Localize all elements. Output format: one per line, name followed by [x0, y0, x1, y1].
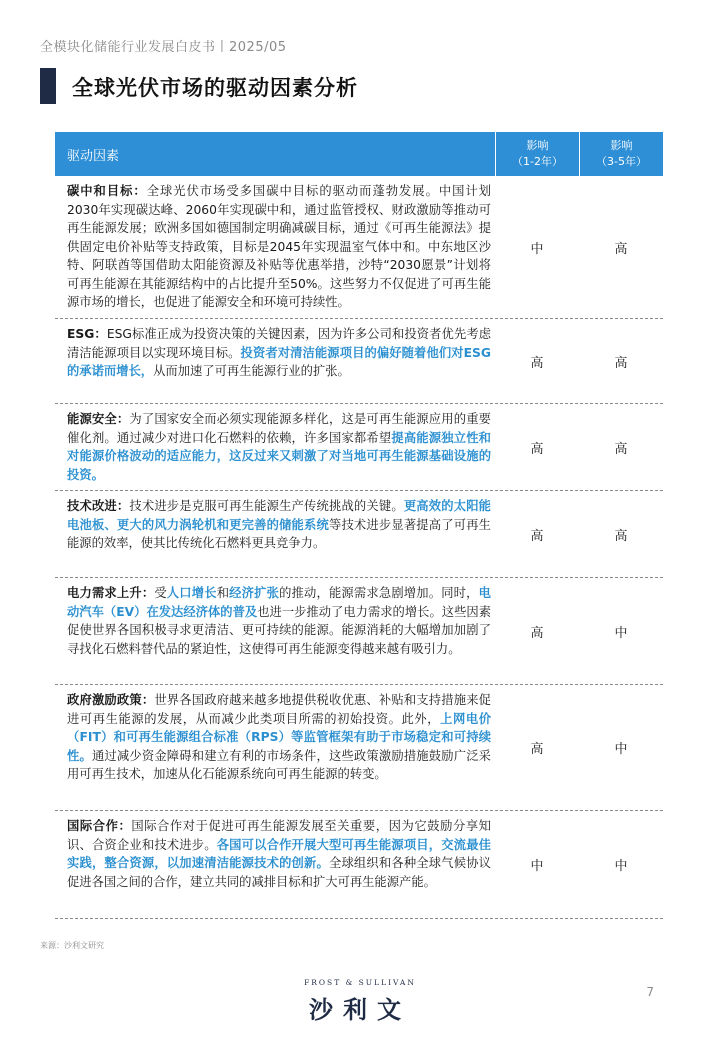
- body-text: 通过减少资金障碍和建立有利的市场条件，这些政策激励措施鼓励广泛采用可再生技术，加速从化石能源系统向可再生能源的转变。: [67, 748, 491, 781]
- body-text: 全球光伏市场受多国碳中目标的驱动而蓬勃发展。中国计划2030年实现碳达峰、2060年实现碳中和，通过监管授权、财政激励等推动可再生能源发展；欧洲多国如德国制定明确减碳目标，通过《可再生能源法》提供固定电价补贴等支持政策，目标是2045年实现温室气体中和。中东地区沙特、阿联酋等国借助太阳能资源及补贴等优惠举措，沙特“2030愿景”计划将可再生能源在其能源结构中的占比提升至50%。这些努力不仅促进了可再生能源市场的增长，也促进了能源安全和环境可持续性。: [67, 184, 491, 309]
- table-row: [55, 491, 663, 578]
- impact-short-term: 中: [530, 241, 544, 257]
- column-header-impact-long-label: 影响: [610, 139, 633, 152]
- body-text: 为了国家安全而必须实现能源多样化，这是可再生能源应用的重要催化剂。通过减少对进口化石燃料的依赖，许多国家都希望: [67, 412, 491, 445]
- driver-heading: 技术改进：: [67, 499, 130, 513]
- driver-heading: 国际合作：: [67, 819, 132, 833]
- highlighted-text: 上网电价（FIT）和可再生能源组合标准（RPS）等监管框架有助于市场稳定和可持续性。: [67, 711, 491, 763]
- driver-description: [55, 491, 495, 577]
- driver-description: [55, 319, 495, 403]
- driver-description: [55, 176, 495, 318]
- driver-heading: ESG：: [67, 327, 107, 341]
- body-text: 也进一步推动了电力需求的增长。这些因素促使世界各国积极寻求更清洁、更可持续的能源。能源消耗的大幅增加加剧了寻找化石燃料替代品的紧迫性，这使得可再生能源变得越来越有吸引力。: [67, 604, 491, 656]
- body-text: 技术进步是克服可再生能源生产传统挑战的关键。: [129, 499, 404, 513]
- table-row: [55, 319, 663, 404]
- table-body: [55, 176, 663, 919]
- highlighted-text: 更高效的太阳能电池板、更大的风力涡轮机和更完善的储能系统: [67, 499, 491, 532]
- impact-short-term: 高: [530, 355, 544, 371]
- logo-english: FROST & SULLIVAN: [304, 978, 416, 987]
- column-header-impact-short-period: （1-2年）: [512, 155, 563, 168]
- impact-long-term: 中: [614, 859, 628, 874]
- impact-long-term: 中: [614, 742, 628, 757]
- page-title: 全球光伏市场的驱动因素分析: [72, 76, 358, 100]
- body-text: 从而加速了可再生能源行业的扩张。: [153, 364, 350, 378]
- driver-heading: 电力需求上升：: [67, 586, 155, 600]
- logo-chinese: 沙利文: [309, 996, 411, 1024]
- table-row: [55, 811, 663, 919]
- table-row: [55, 176, 663, 319]
- column-header-factor: 驱动因素: [55, 132, 495, 176]
- body-text: 和: [216, 586, 230, 600]
- column-header-impact-long-period: （3-5年）: [596, 155, 647, 168]
- body-text: 世界各国政府越来越多地提供税收优惠、补贴和支持措施来促进可再生能源的发展，从而减少此类项目所需的初始投资。此外，: [67, 693, 491, 726]
- drivers-table: [55, 132, 663, 919]
- driver-heading: 碳中和目标：: [67, 184, 147, 198]
- table-row: [55, 404, 663, 491]
- table-header: [55, 132, 663, 176]
- driver-heading: 政府激励政策：: [67, 693, 155, 707]
- driver-description: [55, 685, 495, 810]
- impact-long-term: 中: [614, 625, 628, 641]
- body-text: ESG标准正成为投资决策的关键因素，因为许多公司和投资者优先考虑清洁能源项目以实现环境目标。: [67, 327, 491, 360]
- column-header-impact-short-label: 影响: [526, 139, 549, 152]
- source-note: 来源：沙利文研究: [40, 941, 104, 950]
- impact-long-term: 高: [614, 355, 628, 371]
- body-text: 全球组织和各种全球气候协议促进各国之间的合作，建立共同的减排目标和扩大可再生能源产能。: [67, 856, 491, 889]
- page-number: 7: [646, 985, 654, 999]
- body-text: 等技术进步显著提高了可再生能源的效率，使其比传统化石燃料更具竞争力。: [67, 517, 491, 550]
- impact-short-term: 高: [530, 742, 544, 757]
- impact-short-term: 高: [530, 441, 544, 457]
- table-row: [55, 685, 663, 811]
- document-header: 全模块化储能行业发展白皮书丨2025/05: [40, 40, 287, 55]
- driver-heading: 能源安全：: [67, 412, 130, 426]
- highlighted-text: 投资者对清洁能源项目的偏好随着他们对ESG 的承诺而增长，: [67, 345, 491, 378]
- impact-short-term: 高: [530, 528, 544, 544]
- column-header-impact-short: [495, 132, 579, 176]
- impact-long-term: 高: [614, 528, 628, 544]
- driver-description: [55, 404, 495, 490]
- table-row: [55, 578, 663, 685]
- driver-description: [55, 811, 495, 918]
- impact-long-term: 高: [614, 241, 628, 257]
- column-header-impact-long: [579, 132, 663, 176]
- highlighted-text: 电动汽车（EV）在发达经济体的普及: [67, 586, 491, 619]
- impact-short-term: 中: [530, 859, 544, 874]
- highlighted-text: 人口增长: [166, 586, 217, 600]
- impact-short-term: 高: [530, 625, 544, 641]
- body-text: 的推动，能源需求急剧增加。同时，: [279, 586, 479, 600]
- body-text: 受: [154, 586, 167, 600]
- driver-description: [55, 578, 495, 684]
- highlighted-text: 经济扩张: [229, 586, 280, 600]
- highlighted-text: 各国可以合作开展大型可再生能源项目，交流最佳实践，整合资源，以加速清洁能源技术的创新。: [67, 837, 491, 870]
- title-accent-bar: [40, 68, 56, 104]
- impact-long-term: 高: [614, 441, 628, 457]
- highlighted-text: 提高能源独立性和对能源价格波动的适应能力，这反过来又刺激了对当地可再生能源基础设施的投资。: [67, 430, 491, 482]
- body-text: 国际合作对于促进可再生能源发展至关重要，因为它鼓励分享知识、合资企业和技术进步。: [67, 819, 491, 852]
